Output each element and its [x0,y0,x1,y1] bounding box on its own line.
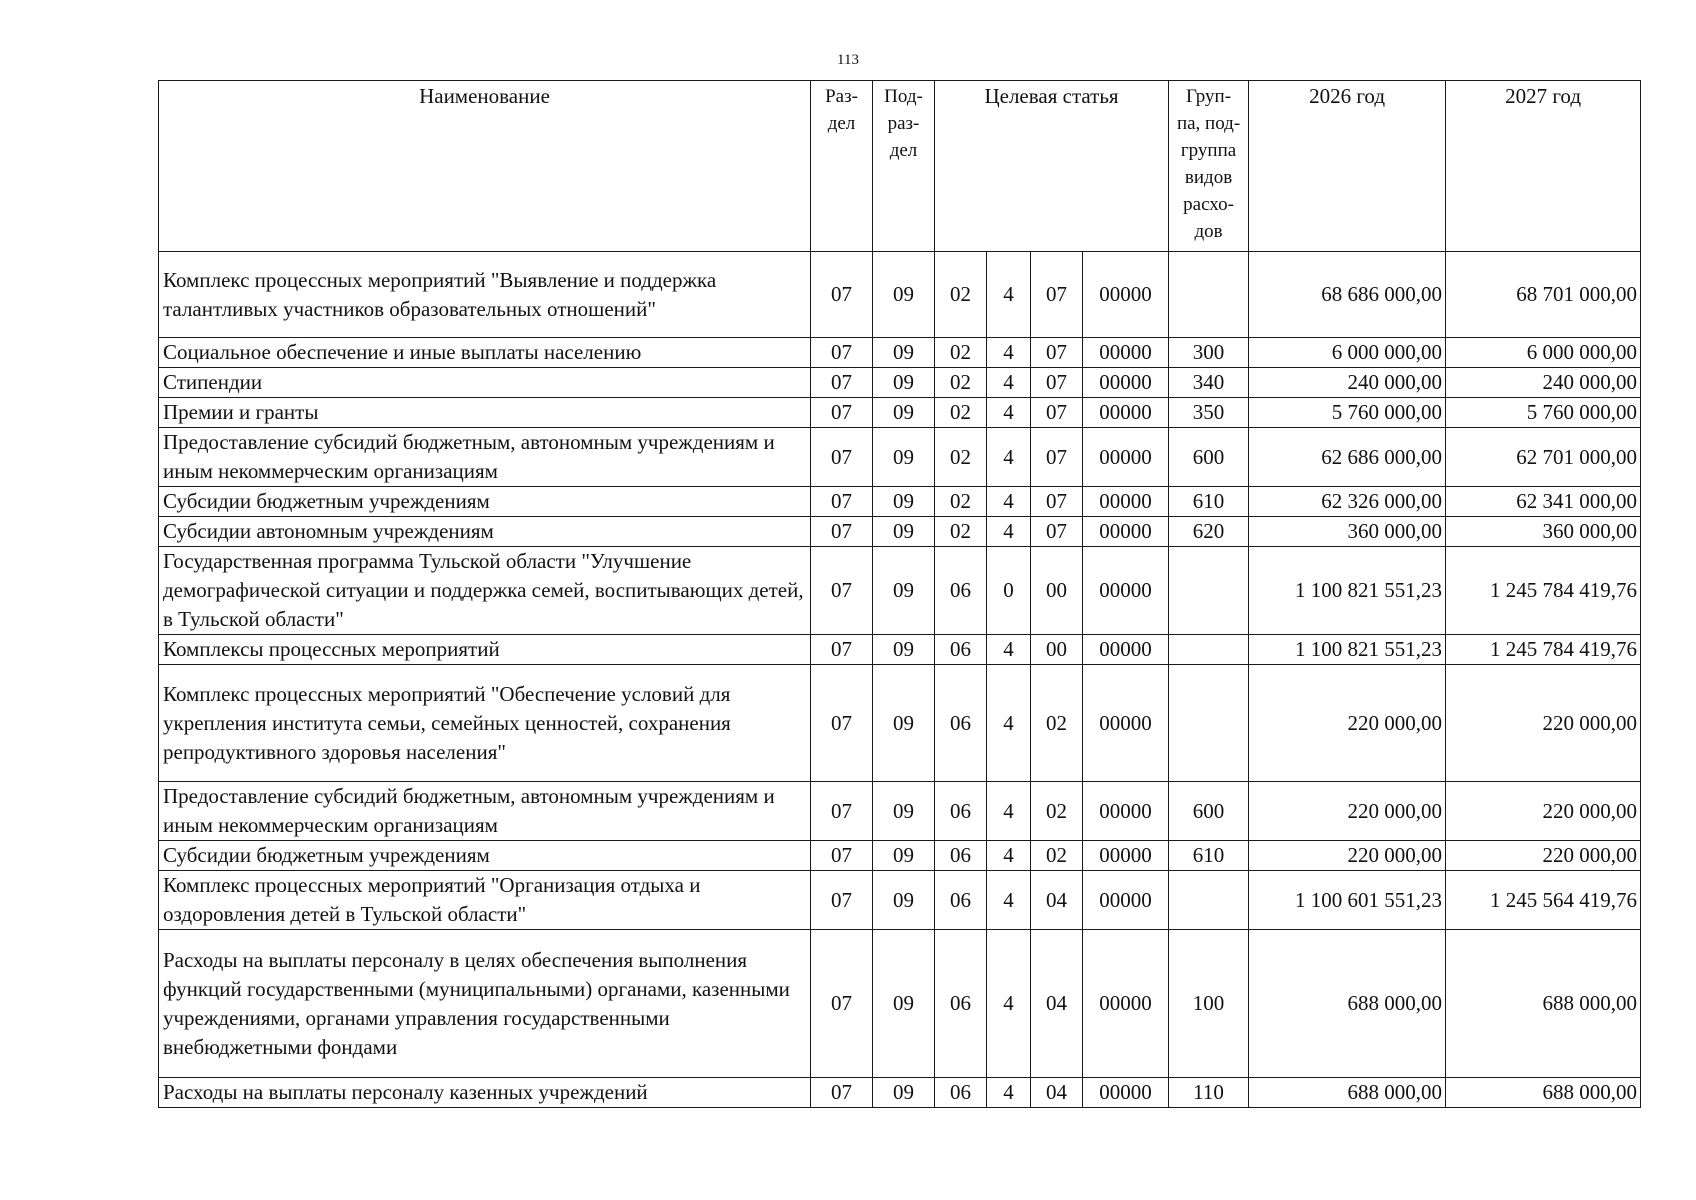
row-target-subprogram: 04 [1031,930,1083,1078]
row-target-program: 06 [935,871,987,930]
row-amount-2026: 1 100 601 551,23 [1249,871,1446,930]
table-row [159,517,1641,547]
row-section: 07 [811,665,873,782]
table-row [159,635,1641,665]
header-year-2026: 2026 год [1249,81,1446,252]
row-name: Комплекс процессных мероприятий "Выявление и поддержка талантливых участников образовательных отношений" [159,252,811,338]
row-target-subprogram: 07 [1031,338,1083,368]
row-amount-2026: 688 000,00 [1249,930,1446,1078]
row-subsection: 09 [873,252,935,338]
row-amount-2026: 220 000,00 [1249,665,1446,782]
row-name: Комплексы процессных мероприятий [159,635,811,665]
row-target-type: 4 [987,871,1031,930]
row-amount-2026: 240 000,00 [1249,368,1446,398]
row-target-direction: 00000 [1083,665,1169,782]
row-subsection: 09 [873,782,935,841]
row-section: 07 [811,930,873,1078]
row-expense-group: 620 [1169,517,1249,547]
row-expense-group: 610 [1169,841,1249,871]
row-amount-2026: 6 000 000,00 [1249,338,1446,368]
row-target-type: 4 [987,368,1031,398]
row-target-type: 4 [987,782,1031,841]
row-name: Расходы на выплаты персоналу в целях обеспечения выполнения функций государственными (муниципальными) органами, казенными учреждениями, органами управления государственными внебюджетными фондами [159,930,811,1078]
header-subsection [873,81,935,252]
row-target-program: 02 [935,338,987,368]
table-row [159,930,1641,1078]
row-expense-group: 300 [1169,338,1249,368]
row-target-type: 4 [987,635,1031,665]
row-target-type: 4 [987,398,1031,428]
header-name: Наименование [159,81,811,252]
row-amount-2027: 1 245 564 419,76 [1446,871,1641,930]
row-target-program: 06 [935,547,987,635]
row-target-direction: 00000 [1083,782,1169,841]
row-target-program: 06 [935,1078,987,1108]
row-expense-group: 350 [1169,398,1249,428]
row-section: 07 [811,635,873,665]
row-subsection: 09 [873,398,935,428]
row-target-direction: 00000 [1083,930,1169,1078]
row-expense-group [1169,635,1249,665]
row-amount-2027: 62 341 000,00 [1446,487,1641,517]
row-amount-2026: 688 000,00 [1249,1078,1446,1108]
row-section: 07 [811,428,873,487]
row-target-direction: 00000 [1083,252,1169,338]
row-target-type: 4 [987,665,1031,782]
row-amount-2027: 6 000 000,00 [1446,338,1641,368]
row-expense-group [1169,665,1249,782]
row-amount-2027: 688 000,00 [1446,1078,1641,1108]
header-row [159,81,1641,252]
row-subsection: 09 [873,930,935,1078]
header-group-text: Груп- па, под- группа видов расхо- дов [1176,86,1241,242]
row-amount-2026: 62 326 000,00 [1249,487,1446,517]
row-target-type: 4 [987,930,1031,1078]
row-target-subprogram: 07 [1031,398,1083,428]
row-target-direction: 00000 [1083,398,1169,428]
row-target-type: 0 [987,547,1031,635]
row-expense-group [1169,871,1249,930]
row-name: Комплекс процессных мероприятий "Обеспечение условий для укрепления института семьи, семейных ценностей, сохранения репродуктивного здоровья населения" [159,665,811,782]
row-target-type: 4 [987,428,1031,487]
budget-table [158,80,1641,1108]
row-target-program: 06 [935,665,987,782]
row-name: Государственная программа Тульской области "Улучшение демографической ситуации и поддержка семей, воспитывающих детей, в Тульской области" [159,547,811,635]
row-target-program: 06 [935,841,987,871]
row-target-type: 4 [987,487,1031,517]
table-row [159,547,1641,635]
row-amount-2027: 68 701 000,00 [1446,252,1641,338]
row-subsection: 09 [873,665,935,782]
row-name: Субсидии бюджетным учреждениям [159,841,811,871]
row-amount-2026: 1 100 821 551,23 [1249,547,1446,635]
row-amount-2027: 62 701 000,00 [1446,428,1641,487]
row-target-direction: 00000 [1083,871,1169,930]
row-amount-2026: 220 000,00 [1249,782,1446,841]
header-group [1169,81,1249,252]
row-amount-2027: 220 000,00 [1446,665,1641,782]
table-row [159,871,1641,930]
row-target-program: 02 [935,368,987,398]
row-subsection: 09 [873,517,935,547]
row-target-direction: 00000 [1083,841,1169,871]
row-expense-group: 600 [1169,782,1249,841]
row-target-type: 4 [987,338,1031,368]
row-expense-group: 600 [1169,428,1249,487]
row-name: Стипендии [159,368,811,398]
row-name: Расходы на выплаты персоналу казенных учреждений [159,1078,811,1108]
row-expense-group [1169,252,1249,338]
row-target-subprogram: 02 [1031,782,1083,841]
row-target-type: 4 [987,1078,1031,1108]
table-row [159,1078,1641,1108]
row-amount-2026: 220 000,00 [1249,841,1446,871]
row-amount-2027: 220 000,00 [1446,841,1641,871]
header-section [811,81,873,252]
row-subsection: 09 [873,487,935,517]
row-subsection: 09 [873,338,935,368]
header-target: Целевая статья [935,81,1169,252]
row-target-type: 4 [987,252,1031,338]
row-section: 07 [811,338,873,368]
row-amount-2026: 62 686 000,00 [1249,428,1446,487]
row-section: 07 [811,487,873,517]
row-name: Социальное обеспечение и иные выплаты населению [159,338,811,368]
table-row [159,368,1641,398]
row-target-direction: 00000 [1083,368,1169,398]
table-row [159,338,1641,368]
row-section: 07 [811,368,873,398]
row-target-subprogram: 00 [1031,547,1083,635]
row-target-type: 4 [987,841,1031,871]
table-row [159,782,1641,841]
row-section: 07 [811,841,873,871]
page-number: 113 [837,52,859,68]
row-target-subprogram: 07 [1031,517,1083,547]
row-amount-2027: 688 000,00 [1446,930,1641,1078]
row-amount-2026: 360 000,00 [1249,517,1446,547]
row-target-subprogram: 04 [1031,1078,1083,1108]
header-year-2027: 2027 год [1446,81,1641,252]
row-subsection: 09 [873,368,935,398]
row-subsection: 09 [873,428,935,487]
table-row [159,398,1641,428]
row-amount-2027: 240 000,00 [1446,368,1641,398]
table-row [159,428,1641,487]
row-expense-group: 610 [1169,487,1249,517]
row-amount-2027: 1 245 784 419,76 [1446,547,1641,635]
row-section: 07 [811,782,873,841]
row-target-direction: 00000 [1083,517,1169,547]
row-amount-2027: 1 245 784 419,76 [1446,635,1641,665]
row-amount-2026: 68 686 000,00 [1249,252,1446,338]
row-target-program: 02 [935,252,987,338]
row-expense-group: 110 [1169,1078,1249,1108]
row-target-subprogram: 07 [1031,252,1083,338]
row-name: Комплекс процессных мероприятий "Организация отдыха и оздоровления детей в Тульской области" [159,871,811,930]
row-target-direction: 00000 [1083,487,1169,517]
row-name: Предоставление субсидий бюджетным, автономным учреждениям и иным некоммерческим организациям [159,782,811,841]
row-target-subprogram: 07 [1031,368,1083,398]
row-amount-2027: 5 760 000,00 [1446,398,1641,428]
row-section: 07 [811,547,873,635]
row-target-program: 06 [935,782,987,841]
row-section: 07 [811,517,873,547]
row-section: 07 [811,871,873,930]
row-subsection: 09 [873,871,935,930]
row-subsection: 09 [873,1078,935,1108]
row-amount-2026: 1 100 821 551,23 [1249,635,1446,665]
row-target-subprogram: 02 [1031,841,1083,871]
row-target-direction: 00000 [1083,635,1169,665]
table-row [159,841,1641,871]
row-target-subprogram: 07 [1031,428,1083,487]
row-expense-group [1169,547,1249,635]
row-subsection: 09 [873,547,935,635]
table-row [159,252,1641,338]
row-amount-2027: 220 000,00 [1446,782,1641,841]
row-target-direction: 00000 [1083,428,1169,487]
row-target-subprogram: 02 [1031,665,1083,782]
table-row [159,487,1641,517]
row-section: 07 [811,252,873,338]
row-name: Субсидии автономным учреждениям [159,517,811,547]
row-target-program: 02 [935,517,987,547]
header-subsection-text: Под- раз- дел [884,86,923,161]
row-expense-group: 340 [1169,368,1249,398]
row-target-program: 06 [935,635,987,665]
row-name: Субсидии бюджетным учреждениям [159,487,811,517]
row-name: Премии и гранты [159,398,811,428]
row-section: 07 [811,398,873,428]
row-target-program: 02 [935,428,987,487]
row-target-program: 02 [935,487,987,517]
table-row [159,665,1641,782]
header-section-text: Раз- дел [825,86,858,134]
row-target-subprogram: 07 [1031,487,1083,517]
row-target-subprogram: 04 [1031,871,1083,930]
row-expense-group: 100 [1169,930,1249,1078]
row-target-direction: 00000 [1083,547,1169,635]
row-name: Предоставление субсидий бюджетным, автономным учреждениям и иным некоммерческим организациям [159,428,811,487]
row-amount-2026: 5 760 000,00 [1249,398,1446,428]
row-target-direction: 00000 [1083,338,1169,368]
row-target-subprogram: 00 [1031,635,1083,665]
row-target-program: 06 [935,930,987,1078]
row-target-program: 02 [935,398,987,428]
row-target-type: 4 [987,517,1031,547]
row-subsection: 09 [873,635,935,665]
row-amount-2027: 360 000,00 [1446,517,1641,547]
row-section: 07 [811,1078,873,1108]
table-body [159,252,1641,1108]
row-subsection: 09 [873,841,935,871]
row-target-direction: 00000 [1083,1078,1169,1108]
